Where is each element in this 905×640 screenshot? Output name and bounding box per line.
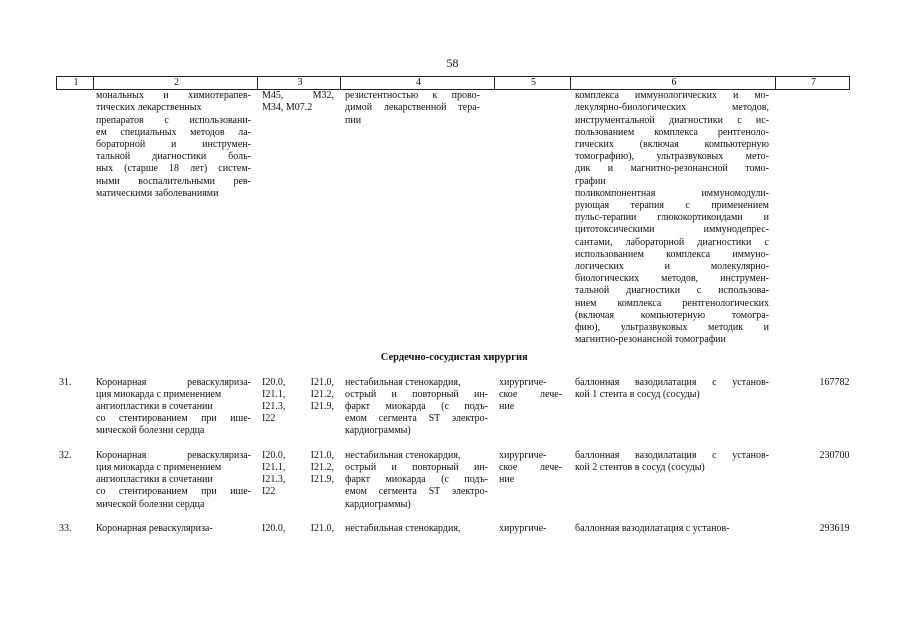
text-line: ангиопластики в сочетании xyxy=(96,474,213,486)
header-col-6: 6 xyxy=(571,77,776,90)
text-line: инструментальной диагностики с ис- xyxy=(575,114,769,126)
icd-code: I21.0, xyxy=(310,522,334,534)
code-pair xyxy=(262,523,340,535)
text-line: мической болезни сердца xyxy=(96,425,205,437)
text-line: ными воспалительными рев- xyxy=(96,175,251,187)
text-line: комплекса иммунологических и мо- xyxy=(575,90,769,102)
row-name xyxy=(94,523,258,535)
text-line: ных (старше 18 лет) систем- xyxy=(96,163,251,175)
row-diagnosis xyxy=(341,450,495,511)
text-line: фаркт миокарда (с подъ- xyxy=(345,474,488,486)
continuation-method xyxy=(571,90,776,347)
text-line: пульс-терапии глюкокортикоидами и xyxy=(575,212,769,224)
text-line: логических и молекулярно- xyxy=(575,261,769,273)
text-line: кой 1 стента в сосуд (сосуды) xyxy=(575,388,700,400)
text-line: фию), ультразвуковых методик и xyxy=(575,322,769,334)
header-col-5: 5 xyxy=(495,77,571,90)
continuation-diagnosis xyxy=(341,90,495,347)
icd-code: I21.3, xyxy=(262,401,286,413)
table-row xyxy=(57,377,850,438)
row-treatment xyxy=(495,450,571,511)
text-line: лекулярно-биологических методов, xyxy=(575,102,769,114)
text-line: ангиопластики в сочетании xyxy=(96,401,213,413)
text-line: ние xyxy=(499,474,515,486)
text-line: нием комплекса рентгенологических xyxy=(575,297,769,309)
text-line: со стентированием при ише- xyxy=(96,486,251,498)
icd-code: I20.0, xyxy=(262,376,286,388)
code-pair xyxy=(262,377,340,389)
icd-code: I21.0, xyxy=(310,449,334,461)
text-line: пользованием комплекса рентгеноло- xyxy=(575,126,769,138)
text-line: ция миокарда с применением xyxy=(96,388,222,400)
icd-code: I21.1, xyxy=(262,461,286,473)
page-number: 58 xyxy=(446,56,459,70)
text-line: графии xyxy=(575,175,606,187)
code-pair xyxy=(262,413,340,425)
continuation-name xyxy=(94,90,258,347)
header-col-2: 2 xyxy=(94,77,258,90)
text-line: дик и магнитно-резонансной томо- xyxy=(575,163,769,175)
icd-code: I21.1, xyxy=(262,388,286,400)
text-line: (включая компьютерную томогра- xyxy=(575,309,769,321)
text-line: ем специальных методов ла- xyxy=(96,126,251,138)
text-line: со стентированием при ише- xyxy=(96,413,251,425)
text-line: препаратов с использовани- xyxy=(96,114,251,126)
text-line: рующая терапия с применением xyxy=(575,200,769,212)
row-method xyxy=(571,377,776,438)
text-line: магнитно-резонансной томографии xyxy=(575,334,726,346)
row-diagnosis xyxy=(341,523,495,535)
code-pair xyxy=(262,486,340,498)
text-line: кардиограммы) xyxy=(345,498,411,510)
icd-code: I21.3, xyxy=(262,474,286,486)
row-number: 33. xyxy=(59,522,72,534)
icd-code: I21.0, xyxy=(310,376,334,388)
text-line: пии xyxy=(345,114,362,126)
row-codes xyxy=(258,377,341,438)
text-line: нестабильная стенокардия, xyxy=(345,522,461,534)
row-codes xyxy=(258,450,341,511)
table-header-row xyxy=(57,77,850,90)
text-line: острый и повторный ин- xyxy=(345,388,488,400)
code-pair xyxy=(262,389,340,401)
text-line: мональных и химиотерапев- xyxy=(96,90,251,102)
text-line: гических (включая компьютерную xyxy=(575,139,769,151)
icd-code: I20.0, xyxy=(262,522,286,534)
text-line: димой лекарственной тера- xyxy=(345,102,480,114)
text-line: баллонная вазодилатация с установ- xyxy=(575,449,769,461)
text-line: тальной диагностики с использова- xyxy=(575,285,769,297)
text-line: сантами, лабораторной диагностики с xyxy=(575,236,769,248)
text-line: хирургиче- xyxy=(499,522,547,534)
text-line: тальной диагностики боль- xyxy=(96,151,251,163)
text-line: цитотоксическими иммунодепрес- xyxy=(575,224,769,236)
text-line: фаркт миокарда (с подъ- xyxy=(345,401,488,413)
text-line: нестабильная стенокардия, xyxy=(345,376,461,388)
header-col-7: 7 xyxy=(776,77,850,90)
code-pair xyxy=(262,474,340,486)
text-line: баллонная вазодилатация с установ- xyxy=(575,522,730,534)
row-name xyxy=(94,450,258,511)
continuation-row xyxy=(57,90,850,347)
text-line: Коронарная реваскуляриза- xyxy=(96,376,251,388)
medical-care-table xyxy=(56,76,850,535)
row-treatment xyxy=(495,377,571,438)
text-line: тических лекарственных xyxy=(96,102,202,114)
text-line: ние xyxy=(499,401,515,413)
row-diagnosis xyxy=(341,377,495,438)
icd-code: I21.9, xyxy=(310,401,334,413)
continuation-codes: M45, M32, M34, M07.2 xyxy=(262,90,334,114)
code-pair xyxy=(262,450,340,462)
text-line: использованием комплекса иммуно- xyxy=(575,248,769,260)
text-line: биологических методов, инструмен- xyxy=(575,273,769,285)
row-method xyxy=(571,523,776,535)
text-line: ция миокарда с применением xyxy=(96,461,222,473)
text-line: матическими заболеваниями xyxy=(96,187,219,199)
row-method xyxy=(571,450,776,511)
section-row xyxy=(57,346,850,376)
text-line: емом сегмента ST электро- xyxy=(345,413,488,425)
icd-code: I20.0, xyxy=(262,449,286,461)
row-name xyxy=(94,377,258,438)
text-line: томографию), ультразвуковых мето- xyxy=(575,151,769,163)
row-price: 167782 xyxy=(819,376,850,388)
text-line: ское лече- xyxy=(499,388,562,400)
header-col-3: 3 xyxy=(258,77,341,90)
text-line: кардиограммы) xyxy=(345,425,411,437)
row-treatment xyxy=(495,523,571,535)
text-line: нестабильная стенокардия, xyxy=(345,449,461,461)
text-line: хирургиче- xyxy=(499,449,547,461)
text-line: бораторной и инструмен- xyxy=(96,139,251,151)
icd-code: I21.2, xyxy=(310,461,334,473)
text-line: поликомпонентная иммуномодули- xyxy=(575,187,769,199)
icd-code: I21.9, xyxy=(310,474,334,486)
icd-code: I21.2, xyxy=(310,388,334,400)
code-pair xyxy=(262,462,340,474)
header-col-1: 1 xyxy=(57,77,94,90)
row-price: 230700 xyxy=(819,449,850,461)
icd-code: I22 xyxy=(262,486,276,498)
section-title: Сердечно-сосудистая хирургия xyxy=(380,352,528,364)
text-line: мической болезни сердца xyxy=(96,498,205,510)
text-line: кой 2 стентов в сосуд (сосуды) xyxy=(575,461,705,473)
text-line: Коронарная реваскуляриза- xyxy=(96,449,251,461)
table-row xyxy=(57,523,850,535)
row-number: 32. xyxy=(59,449,72,461)
text-line: резистентностью к прово- xyxy=(345,90,480,102)
row-price: 293619 xyxy=(819,522,850,534)
icd-code: I22 xyxy=(262,413,276,425)
code-pair xyxy=(262,401,340,413)
text-line: ское лече- xyxy=(499,461,562,473)
text-line: хирургиче- xyxy=(499,376,547,388)
row-codes xyxy=(258,523,341,535)
text-line: острый и повторный ин- xyxy=(345,461,488,473)
row-number: 31. xyxy=(59,376,72,388)
table-row xyxy=(57,450,850,511)
text-line: баллонная вазодилатация с установ- xyxy=(575,376,769,388)
text-line: Коронарная реваскуляриза- xyxy=(96,522,213,534)
header-col-4: 4 xyxy=(341,77,495,90)
text-line: емом сегмента ST электро- xyxy=(345,486,488,498)
